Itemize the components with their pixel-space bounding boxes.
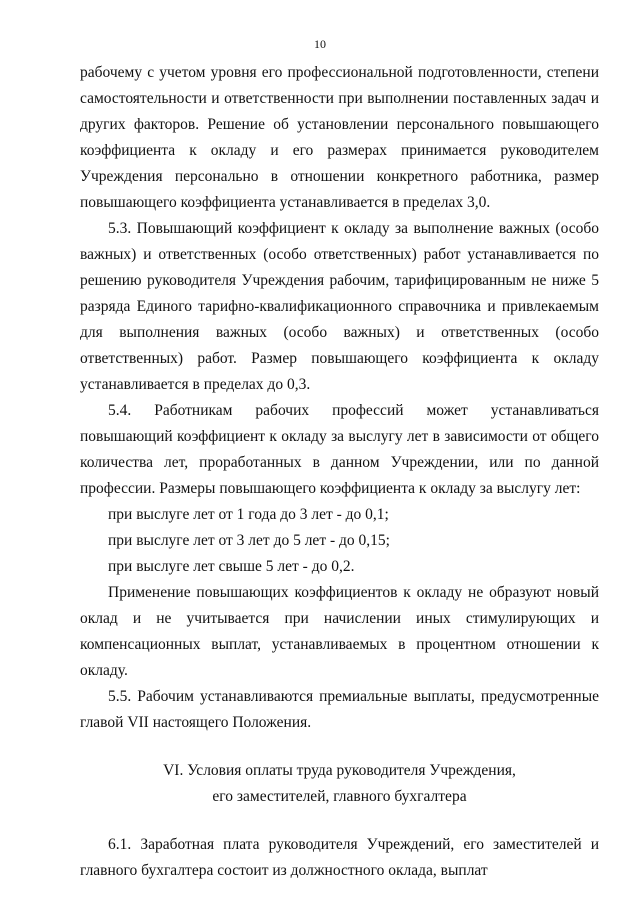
paragraph-5-4: 5.4. Работникам рабочих профессий может устанавливаться повышающий коэффициент к окладу за выслугу лет в зависимости от общего количества лет, проработанных в данном Учреждении, или по данной профессии. Размеры повышающего коэффициента к окладу за выслугу лет:: [80, 402, 599, 497]
seniority-item: при выслуге лет от 1 года до 3 лет - до 0,1;: [108, 506, 389, 523]
page-number: 10: [314, 37, 326, 51]
seniority-item: при выслуге лет свыше 5 лет - до 0,2.: [108, 558, 355, 575]
paragraph-5-3: 5.3. Повышающий коэффициент к окладу за выполнение важных (особо важных) и ответственных (особо ответственных) работ устанавливается по решению руководителя Учреждения рабочим, тарифицированным не ниже 5 разряда Единого тарифно-квалификационного справочника и привлекаемым для выполнения важных (особо важных) и ответственных (особо ответственных) работ. Размер повышающего коэффициента к окладу устанавливается в пределах до 0,3.: [80, 220, 599, 393]
document-body: [80, 60, 599, 884]
section-heading-line2: его заместителей, главного бухгалтера: [212, 788, 467, 805]
paragraph-coefficients-note: Применение повышающих коэффициентов к окладу не образуют новый оклад и не учитывается при начислении иных стимулирующих и компенсационных выплат, устанавливаемых в процентном отношении к окладу.: [80, 584, 599, 679]
paragraph-continuation: рабочему с учетом уровня его профессиональной подготовленности, степени самостоятельности и ответственности при выполнении поставленных задач и других факторов. Решение об установлении персонального повышающего коэффициента к окладу и его размерах принимается руководителем Учреждения персонально в отношении конкретного работника, размер повышающего коэффициента устанавливается в пределах 3,0.: [80, 64, 599, 211]
section-heading-line1: VI. Условия оплаты труда руководителя Учреждения,: [163, 762, 516, 779]
seniority-item: при выслуге лет от 3 лет до 5 лет - до 0,15;: [108, 532, 390, 549]
paragraph-5-5: 5.5. Рабочим устанавливаются премиальные выплаты, предусмотренные главой VII настоящего Положения.: [80, 688, 599, 731]
paragraph-6-1: 6.1. Заработная плата руководителя Учреждений, его заместителей и главного бухгалтера состоит из должностного оклада, выплат: [80, 836, 599, 879]
section-heading: [80, 758, 599, 810]
